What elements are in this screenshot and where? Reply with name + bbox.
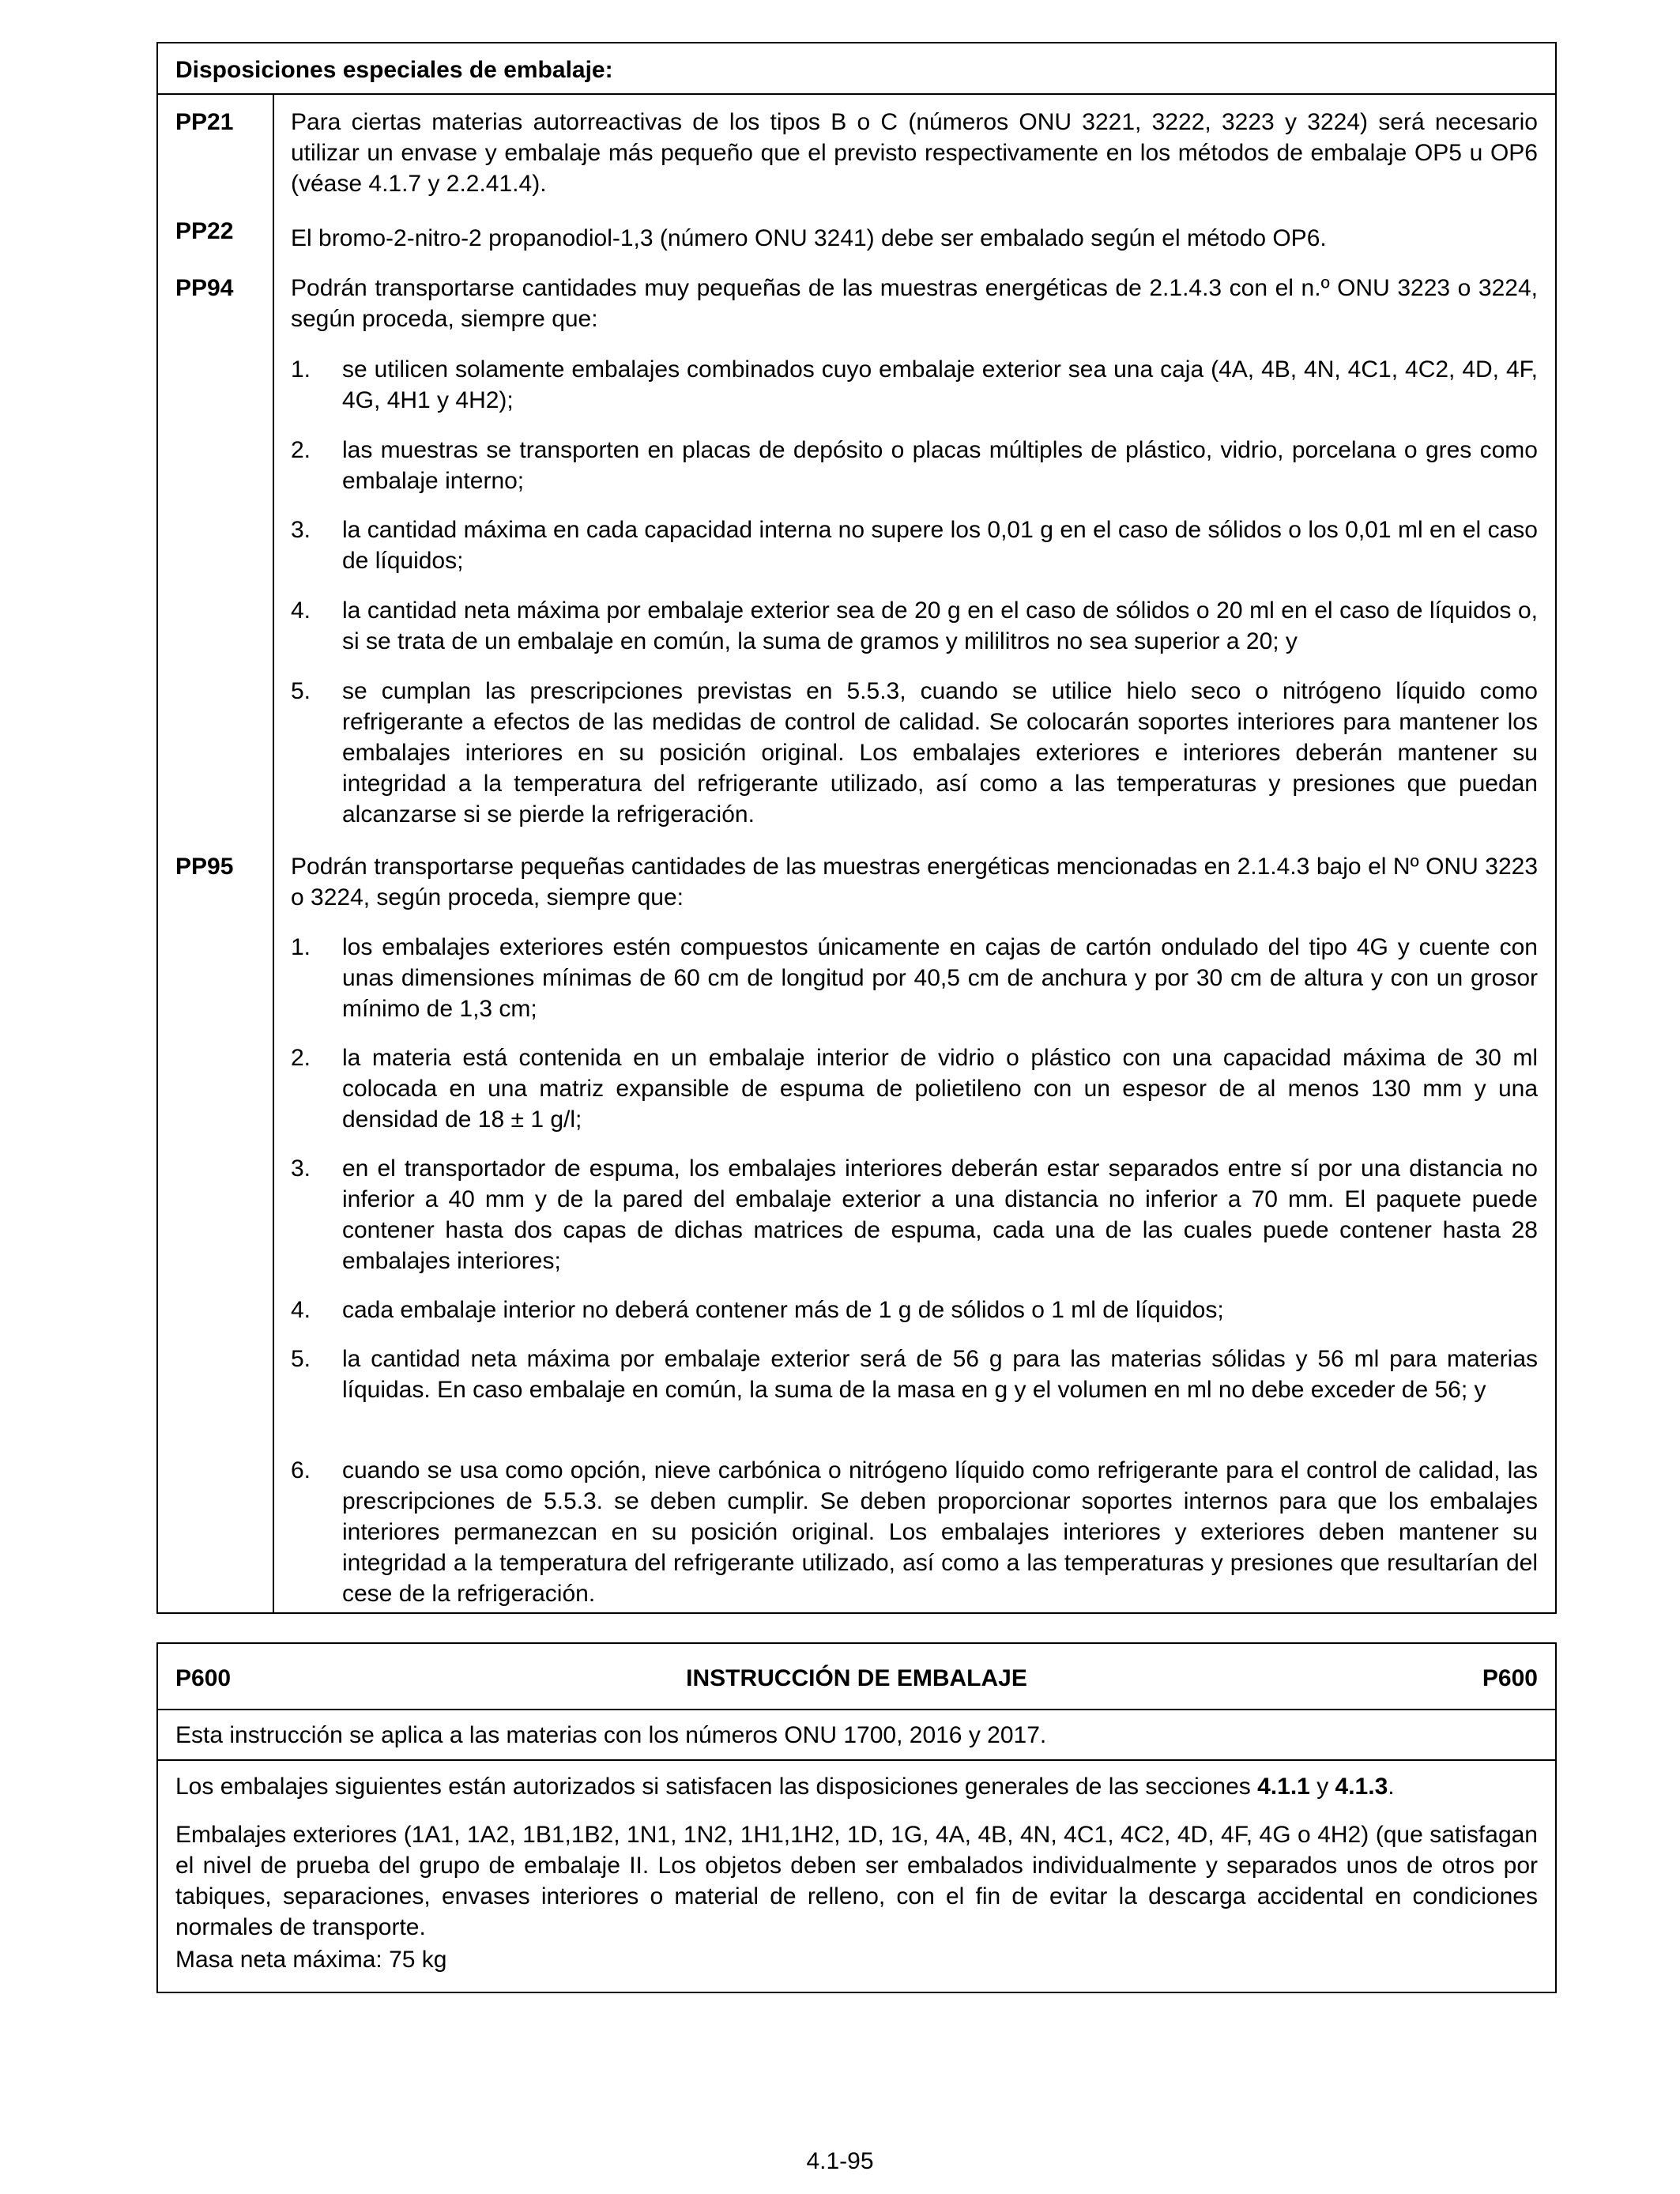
list-item [291,676,1538,830]
list-text: se utilicen solamente embalajes combinados cuyo embalaje exterior sea una caja (4A, 4B, 4N, 4C1, 4C2, 4D, 4F, 4G, 4H1 y 4H2); [342,356,1538,413]
list-text: en el transportador de espuma, los embalajes interiores deberán estar separados entre sí por una distancia no inferior a 40 mm y de la pared del embalaje exterior a una distancia no inferior a 70 mm. El paquete puede contener hasta dos capas de dichas matrices de espuma, cada una de las cuales puede contener hasta 28 embalajes interiores; [342,1155,1538,1274]
list-item [291,1153,1538,1276]
list-number: 3. [291,517,311,543]
column-divider [273,93,274,1612]
special-provisions-header: Disposiciones especiales de embalaje: [158,43,1555,95]
list-number: 2. [291,1045,311,1071]
p600-header-row [158,1644,1555,1710]
list-item [291,932,1538,1024]
list-text: la cantidad neta máxima por embalaje exterior sea de 20 g en el caso de sólidos o 20 ml en el caso de líquidos o, si se trata de un embalaje en común, la suma de gramos y mililitros no sea superior a 20; y [342,598,1538,654]
p600-applies-row [158,1710,1555,1761]
list-text: cuando se usa como opción, nieve carbónica o nitrógeno líquido como refrigerante para el control de calidad, las prescripciones de 5.5.3. se deben cumplir. Se deben proporcionar soportes internos para que los embalajes interiores permanezcan en su posición original. Los embalajes interiores y exteriores deben mantener su integridad a la temperatura del refrigerante utilizado, así como a las temperaturas y presiones que resultarían del cese de la refrigeración. [342,1457,1538,1607]
p600-title: INSTRUCCIÓN DE EMBALAJE [686,1665,1027,1691]
auth-text-before: Los embalajes siguientes están autorizados si satisfacen las disposiciones generales de las secciones [175,1774,1258,1800]
auth-text-after: . [1388,1774,1395,1800]
p600-code-right: P600 [1482,1665,1538,1691]
list-number: 4. [291,598,311,624]
list-text: se cumplan las prescripciones previstas en 5.5.3, cuando se utilice hielo seco o nitrógeno líquido como refrigerante a efectos de las medidas de control de calidad. Se colocarán soportes interiores para mantener los embalajes interiores en su posición original. Los embalajes exteriores e interiores deberán mantener su integridad a la temperatura del refrigerante utilizado, así como a las temperaturas y presiones que puedan alcanzarse si se pierde la refrigeración. [342,678,1538,827]
list-number: 2. [291,437,311,463]
page-number: 4.1-95 [806,2148,874,2174]
auth-section-1: 4.1.1 [1257,1774,1310,1800]
special-provisions-table [156,42,1557,1614]
code-pp95: PP95 [175,854,234,880]
code-pp94: PP94 [175,275,234,301]
list-item [291,1344,1538,1405]
list-number: 5. [291,678,311,704]
list-item [291,515,1538,576]
list-item [291,435,1538,496]
list-item [291,1042,1538,1135]
list-number: 1. [291,356,311,383]
code-pp21: PP21 [175,109,234,135]
p600-code-left: P600 [175,1665,232,1691]
code-pp22: PP22 [175,218,234,244]
p600-table [156,1642,1557,1993]
list-text: la cantidad máxima en cada capacidad interna no supere los 0,01 g en el caso de sólidos o los 0,01 ml en el caso de líquidos; [342,517,1538,574]
p600-authorization [175,1771,1538,1802]
list-number: 4. [291,1297,311,1323]
intro-pp95: Podrán transportarse pequeñas cantidades de las muestras energéticas mencionadas en 2.1.4.3 bajo el Nº ONU 3223 o 3224, según proceda, siempre que: [291,854,1538,910]
p600-outer-packagings: Embalajes exteriores (1A1, 1A2, 1B1,1B2, 1N1, 1N2, 1H1,1H2, 1D, 1G, 4A, 4B, 4N, 4C1, 4C2, 4D, 4F, 4G o 4H2) (que satisfagan el nivel de prueba del grupo de embalaje II. Los objetos deben ser embalados individualmente y separados unos de otros por tabiques, separaciones, envases interiores o material de relleno, con el fin de evitar la descarga accidental en condiciones normales de transporte. [175,1822,1538,1940]
list-number: 6. [291,1457,311,1483]
text-pp21: Para ciertas materias autorreactivas de los tipos B o C (números ONU 3221, 3222, 3223 y 3224) será necesario utilizar un envase y embalaje más pequeño que el previsto respectivamente en los métodos de embalaje OP5 u OP6 (véase 4.1.7 y 2.2.41.4). [291,109,1538,197]
list-item [291,354,1538,416]
list-item [291,595,1538,657]
list-number: 5. [291,1346,311,1372]
list-item [291,1455,1538,1609]
list-number: 1. [291,934,311,960]
list-item [291,1295,1538,1325]
text-pp22: El bromo-2-nitro-2 propanodiol-1,3 (número ONU 3241) debe ser embalado según el método OP6. [291,225,1327,251]
list-number: 3. [291,1155,311,1182]
list-text: la cantidad neta máxima por embalaje exterior será de 56 g para las materias sólidas y 56 ml para materias líquidas. En caso embalaje en común, la suma de la masa en g y el volumen en ml no debe exceder de 56; y [342,1346,1538,1403]
p600-max-mass: Masa neta máxima: 75 kg [175,1947,447,1973]
list-text: la materia está contenida en un embalaje interior de vidrio o plástico con una capacidad máxima de 30 ml colocada en una matriz expansible de espuma de polietileno con un espesor de al menos 130 mm y una densidad de 18 ± 1 g/l; [342,1045,1538,1133]
list-text: las muestras se transporten en placas de depósito o placas múltiples de plástico, vidrio, porcelana o gres como embalaje interno; [342,437,1538,494]
p600-applies-text: Esta instrucción se aplica a las materias con los números ONU 1700, 2016 y 2017. [175,1722,1047,1748]
auth-text-mid: y [1309,1774,1335,1800]
intro-pp94: Podrán transportarse cantidades muy pequeñas de las muestras energéticas de 2.1.4.3 con el n.º ONU 3223 o 3224, según proceda, siempre que: [291,275,1538,332]
list-text: los embalajes exteriores estén compuestos únicamente en cajas de cartón ondulado del tipo 4G y cuente con unas dimensiones mínimas de 60 cm de longitud por 40,5 cm de anchura y por 30 cm de altura y con un grosor mínimo de 1,3 cm; [342,934,1538,1022]
list-text: cada embalaje interior no deberá contener más de 1 g de sólidos o 1 ml de líquidos; [342,1297,1224,1323]
auth-section-2: 4.1.3 [1335,1774,1388,1800]
